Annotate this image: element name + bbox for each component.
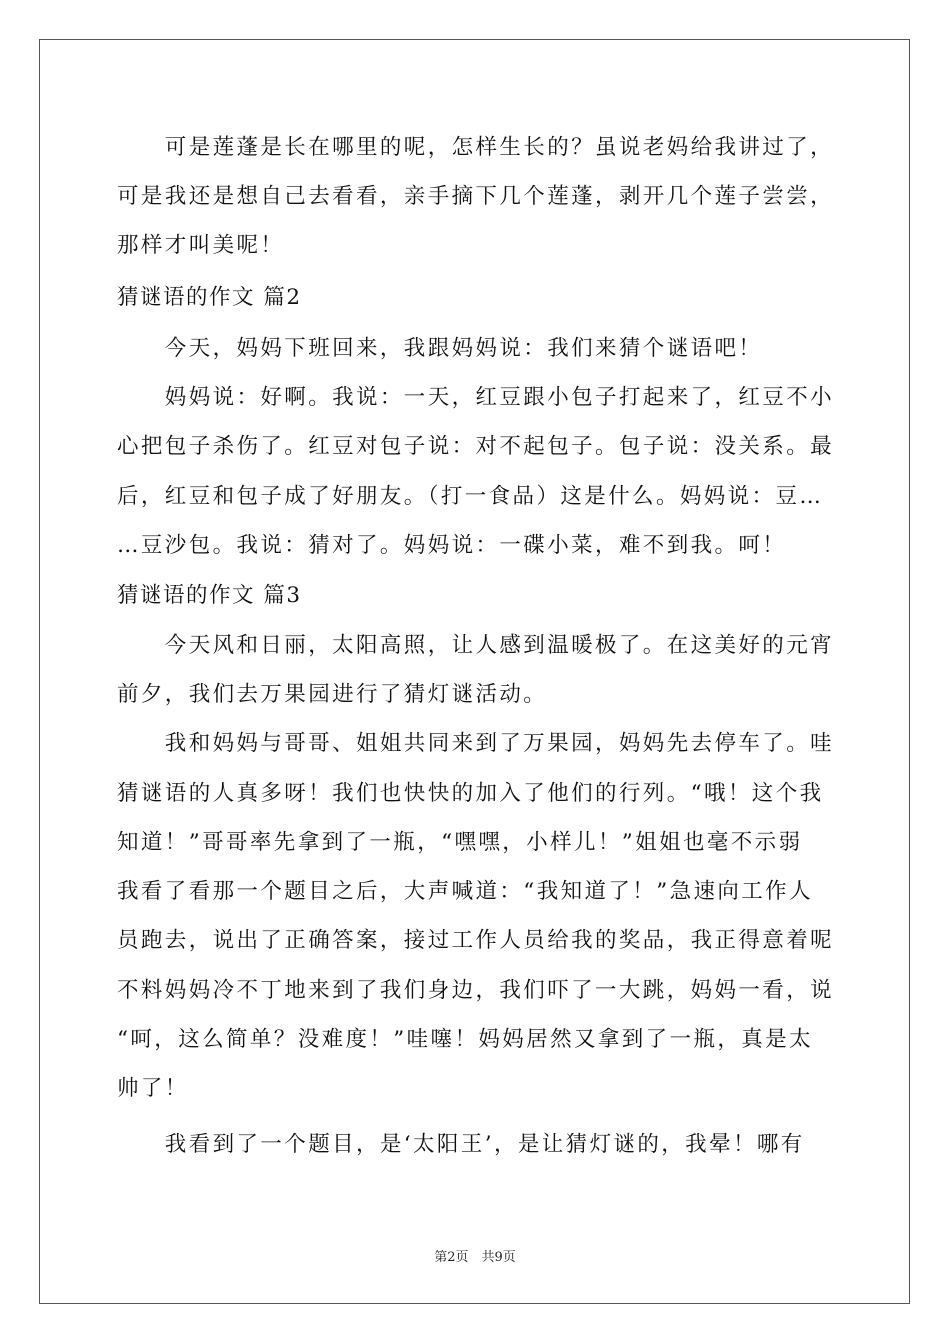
- paragraph-line: 帅了！: [117, 1076, 189, 1101]
- paragraph-line: 可是莲蓬是长在哪里的呢，怎样生长的？虽说老妈给我讲过了，: [117, 135, 835, 160]
- paragraph-line: 不料妈妈冷不丁地来到了我们身边，我们吓了一大跳，妈妈一看，说: [117, 978, 835, 1003]
- paragraph-line: 后，红豆和包子成了好朋友。（打一食品）这是什么。妈妈说：豆…: [117, 484, 824, 509]
- paragraph-line: 前夕，我们去万果园进行了猜灯谜活动。: [117, 682, 548, 707]
- paragraph-line: 今天，妈妈下班回来，我跟妈妈说：我们来猜个谜语吧！: [117, 336, 763, 361]
- paragraph-line: 知道！”哥哥率先拿到了一瓶，“嘿嘿，小样儿！”姐姐也毫不示弱: [117, 830, 803, 855]
- paragraph-line: …豆沙包。我说：猜对了。妈妈说：一碟小菜，难不到我。呵！: [117, 533, 787, 558]
- paragraph-line: 我看到了一个题目，是‘太阳王’，是让猜灯谜的，我晕！哪有: [117, 1132, 805, 1157]
- section-heading: 猜谜语的作文 篇2: [117, 285, 302, 310]
- paragraph-line: 今天风和日丽，太阳高照，让人感到温暖极了。在这美好的元宵: [117, 633, 835, 658]
- paragraph-line: 心把包子杀伤了。红豆对包子说：对不起包子。包子说：没关系。最: [117, 434, 835, 459]
- page-number-footer: 第2页 共9页: [434, 1250, 516, 1265]
- paragraph-line: 可是我还是想自己去看看，亲手摘下几个莲蓬，剥开几个莲子尝尝，: [117, 184, 835, 209]
- paragraph-line: 妈妈说：好啊。我说：一天，红豆跟小包子打起来了，红豆不小: [117, 385, 835, 410]
- paragraph-line: “呵，这么简单？没难度！”哇噻！妈妈居然又拿到了一瓶，真是太: [117, 1027, 813, 1052]
- paragraph-line: 我看了看那一个题目之后，大声喊道：“我知道了！”急速向工作人: [117, 879, 813, 904]
- paragraph-line: 那样才叫美呢！: [117, 233, 285, 258]
- paragraph-line: 我和妈妈与哥哥、姐姐共同来到了万果园，妈妈先去停车了。哇: [117, 731, 835, 756]
- paragraph-line: 员跑去，说出了正确答案，接过工作人员给我的奖品，我正得意着呢: [117, 928, 835, 953]
- section-heading: 猜谜语的作文 篇3: [117, 583, 302, 608]
- paragraph-line: 猜谜语的人真多呀！我们也快快的加入了他们的行列。“哦！这个我: [117, 781, 824, 806]
- page-border: [39, 39, 910, 1304]
